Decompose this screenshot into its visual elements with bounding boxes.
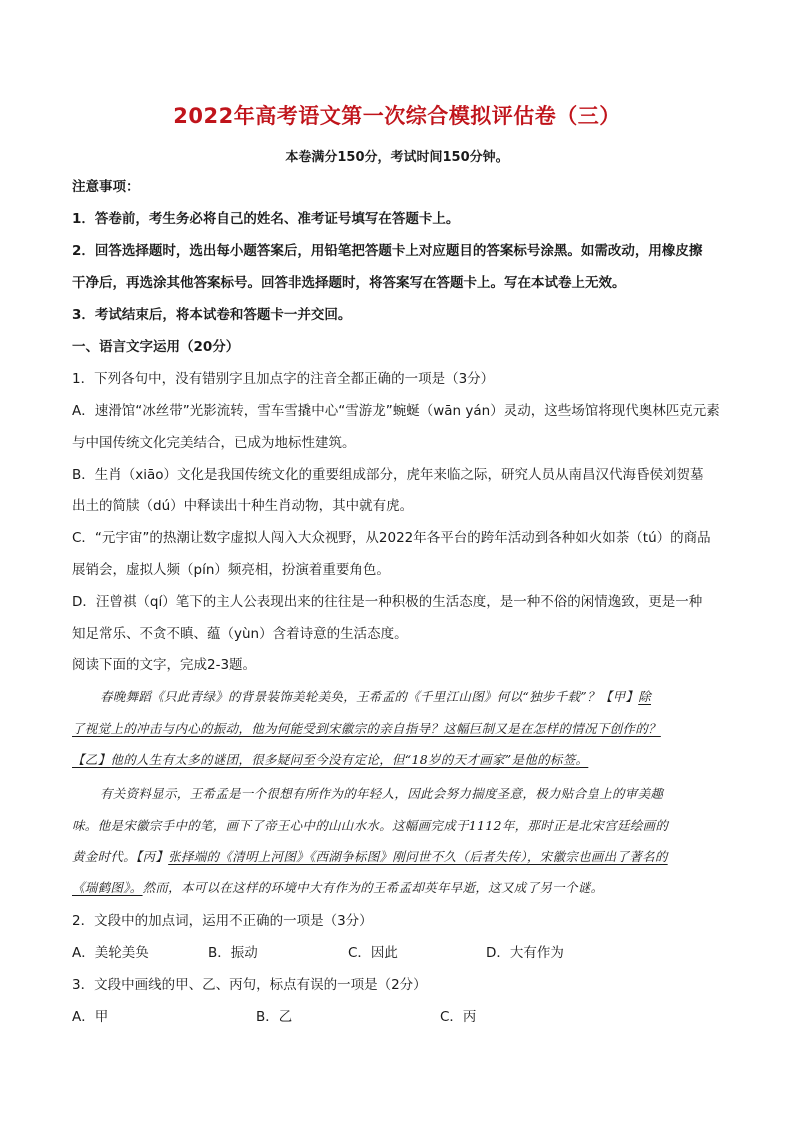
option-line: A．速滑馆“冰丝带”光影流转，雪车雪撬中心“雪游龙”蜿蜒（wān yán）灵动，这些场馆将现代奥林匹克元素 (72, 403, 720, 419)
passage-line: 春晚舞蹈《只此青绿》的背景装饰美轮美奂，王希孟的《千里江山图》何以“独步千载”？【甲】除 (100, 689, 651, 704)
notice-heading: 注意事项： (72, 179, 140, 195)
passage-line: 有关资料显示，王希孟是一个很想有所作为的年轻人，因此会努力揣度圣意，极力贴合皇上的审美趣 (100, 786, 664, 801)
option-b: B．振动 (208, 945, 258, 961)
option-line: B．生肖（xiāo）文化是我国传统文化的重要组成部分，虎年来临之际，研究人员从南昌汉代海昏侯刘贺墓 (72, 467, 704, 483)
passage-line: 黄金时代。【丙】张择端的《清明上河图》《西湖争标图》刚问世不久（后者失传），宋徽宗也画出了著名的 (72, 849, 668, 864)
option-b: B．乙 (256, 1009, 293, 1025)
option-line: 出土的简牍（dú）中释读出十种生肖动物，其中就有虎。 (72, 498, 414, 514)
exam-info: 本卷满分150分，考试时间150分钟。 (285, 150, 509, 165)
question-stem: 2．文段中的加点词，运用不正确的一项是（3分） (72, 913, 373, 929)
option-line: D．汪曾祺（qí）笔下的主人公表现出来的往往是一种积极的生活态度，是一种不俗的闲情逸致，更是一种 (72, 594, 703, 610)
option-a: A．美轮美奂 (72, 945, 149, 961)
option-c: C．丙 (440, 1009, 477, 1025)
reading-prompt: 阅读下面的文字，完成2-3题。 (72, 657, 257, 673)
question-stem: 3．文段中画线的甲、乙、丙句，标点有误的一项是（2分） (72, 977, 427, 993)
option-line: C．“元宇宙”的热潮让数字虚拟人闯入大众视野，从2022年各平台的跨年活动到各种如火如荼（tú）的商品 (72, 530, 711, 546)
notice-item: 3．考试结束后，将本试卷和答题卡一并交回。 (72, 307, 352, 323)
notice-item: 干净后，再选涂其他答案标号。回答非选择题时，将答案写在答题卡上。写在本试卷上无效。 (72, 275, 626, 291)
option-d: D．大有作为 (486, 945, 564, 961)
page-title: 2022年高考语文第一次综合模拟评估卷（三） (173, 104, 621, 128)
passage-line: 【乙】他的人生有太多的谜团，很多疑问至今没有定论，但“18岁的天才画家”是他的标签。 (72, 752, 589, 767)
passage-line: 《瑞鹤图》。然而，本可以在这样的环境中大有作为的王希孟却英年早逝，这又成了另一个谜。 (72, 880, 604, 895)
option-line: 知足常乐、不贪不瞋、蕴（yùn）含着诗意的生活态度。 (72, 626, 408, 642)
option-c: C．因此 (348, 945, 398, 961)
notice-item: 1．答卷前，考生务必将自己的姓名、准考证号填写在答题卡上。 (72, 211, 460, 227)
passage-line: 味。他是宋徽宗手中的笔，画下了帝王心中的山山水水。这幅画完成于1112年，那时正是北宋宫廷绘画的 (72, 818, 669, 833)
section-heading: 一、语言文字运用（20分） (72, 339, 240, 355)
question-stem: 1．下列各句中，没有错别字且加点字的注音全都正确的一项是（3分） (72, 371, 495, 387)
option-line: 展销会，虚拟人频（pín）频亮相，扮演着重要角色。 (72, 562, 390, 578)
notice-item: 2．回答选择题时，选出每小题答案后，用铅笔把答题卡上对应题目的答案标号涂黑。如需改动，用橡皮擦 (72, 243, 703, 259)
option-line: 与中国传统文化完美结合，已成为地标性建筑。 (72, 435, 356, 451)
option-a: A．甲 (72, 1009, 109, 1025)
passage-line: 了视觉上的冲击与内心的振动，他为何能受到宋徽宗的亲自指导？这幅巨制又是在怎样的情况下创作的？ (72, 721, 661, 736)
